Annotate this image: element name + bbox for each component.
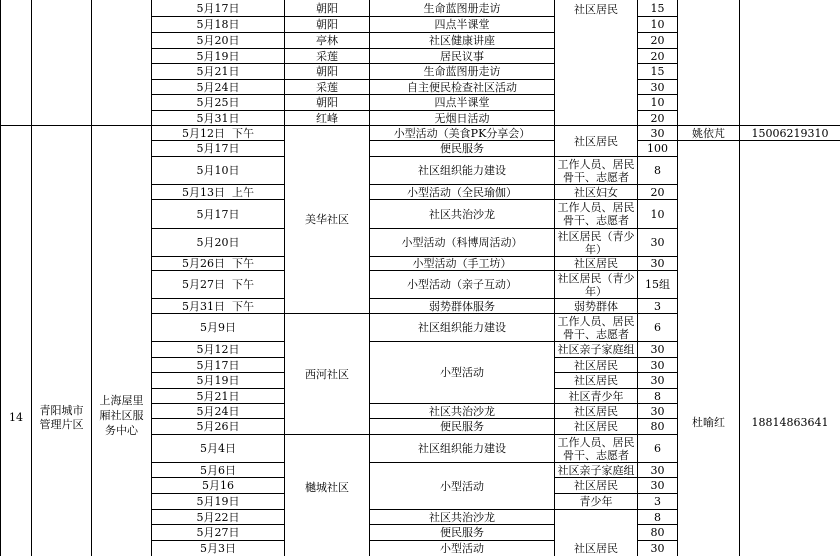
count-cell: 15 <box>638 0 678 17</box>
community-cell: 樾城社区 <box>285 435 370 556</box>
date-cell: 5月26日 <box>152 419 285 435</box>
count-cell: 8 <box>638 389 678 404</box>
activity-cell: 小型活动（手工坊） <box>370 257 555 271</box>
activity-cell: 四点半课堂 <box>370 17 555 33</box>
community-cell: 朝阳 <box>285 95 370 111</box>
empty-cell <box>32 0 92 126</box>
count-cell: 3 <box>638 299 678 314</box>
target-text: 工作人员、居民骨干、志愿者 <box>557 201 635 227</box>
date-cell: 5月17日 <box>152 358 285 373</box>
count-cell: 30 <box>638 342 678 358</box>
activity-cell: 小型活动（科博周活动） <box>370 229 555 257</box>
community-cell: 朝阳 <box>285 0 370 17</box>
target-cell: 社区居民 <box>555 257 638 271</box>
empty-cell <box>678 0 740 126</box>
area-cell <box>32 126 92 556</box>
date-cell: 5月26日 下午 <box>152 257 285 271</box>
community-cell: 朝阳 <box>285 64 370 80</box>
target-cell: 社区妇女 <box>555 185 638 200</box>
target-cell: 社区居民 <box>555 419 638 435</box>
activity-cell: 小型活动（全民瑜伽） <box>370 185 555 200</box>
count-cell: 30 <box>638 541 678 556</box>
target-text: 工作人员、居民骨干、志愿者 <box>557 435 635 462</box>
target-cell: 社区居民 <box>555 404 638 419</box>
target-cell <box>555 271 638 299</box>
activity-cell: 生命蓝图册走访 <box>370 64 555 80</box>
activity-cell: 便民服务 <box>370 141 555 157</box>
count-cell: 6 <box>638 314 678 342</box>
target-cell <box>555 200 638 229</box>
date-cell: 5月13日 上午 <box>152 185 285 200</box>
target-cell <box>555 157 638 185</box>
date-cell: 5月24日 <box>152 404 285 419</box>
date-cell: 5月31日 下午 <box>152 299 285 314</box>
target-cell: 社区居民 <box>555 478 638 494</box>
date-cell: 5月17日 <box>152 200 285 229</box>
date-cell: 5月27日 <box>152 525 285 541</box>
activity-cell: 弱势群体服务 <box>370 299 555 314</box>
count-cell: 20 <box>638 185 678 200</box>
date-cell: 5月20日 <box>152 229 285 257</box>
date-cell: 5月16 <box>152 478 285 494</box>
activity-cell: 便民服务 <box>370 525 555 541</box>
date-cell: 5月22日 <box>152 510 285 525</box>
date-cell: 5月19日 <box>152 373 285 389</box>
community-cell: 采莲 <box>285 80 370 95</box>
target-cell: 社区居民 <box>555 510 638 556</box>
community-cell: 西河社区 <box>285 314 370 435</box>
count-cell: 30 <box>638 358 678 373</box>
date-cell: 5月3日 <box>152 541 285 556</box>
count-cell: 30 <box>638 257 678 271</box>
count-cell: 20 <box>638 33 678 49</box>
date-cell: 5月6日 <box>152 463 285 478</box>
activity-cell: 自主便民检查社区活动 <box>370 80 555 95</box>
count-cell: 15 <box>638 64 678 80</box>
count-cell: 20 <box>638 111 678 126</box>
count-cell: 15组 <box>638 271 678 299</box>
target-cell: 社区居民 <box>555 358 638 373</box>
community-cell: 红峰 <box>285 111 370 126</box>
target-text: 工作人员、居民骨干、志愿者 <box>557 157 635 184</box>
count-cell: 30 <box>638 373 678 389</box>
date-cell: 5月19日 <box>152 494 285 510</box>
date-cell: 5月31日 <box>152 111 285 126</box>
activity-cell: 社区组织能力建设 <box>370 435 555 463</box>
activity-cell: 社区组织能力建设 <box>370 314 555 342</box>
target-cell: 弱势群体 <box>555 299 638 314</box>
date-cell: 5月21日 <box>152 389 285 404</box>
date-cell: 5月10日 <box>152 157 285 185</box>
empty-cell <box>0 0 32 126</box>
community-cell: 采莲 <box>285 49 370 64</box>
activity-cell: 小型活动 <box>370 541 555 556</box>
date-cell: 5月27日 下午 <box>152 271 285 299</box>
date-cell: 5月20日 <box>152 33 285 49</box>
date-cell: 5月4日 <box>152 435 285 463</box>
target-cell: 社区亲子家庭组 <box>555 463 638 478</box>
count-cell: 20 <box>638 49 678 64</box>
contact-name-cell: 姚依芃 <box>678 126 740 141</box>
contact-phone-cell: 15006219310 <box>740 126 840 141</box>
target-cell <box>555 435 638 463</box>
target-cell: 青少年 <box>555 494 638 510</box>
date-cell: 5月19日 <box>152 49 285 64</box>
count-cell: 10 <box>638 17 678 33</box>
activity-cell: 无烟日活动 <box>370 111 555 126</box>
count-cell: 8 <box>638 510 678 525</box>
count-cell: 10 <box>638 95 678 111</box>
community-cell: 美华社区 <box>285 126 370 314</box>
target-cell <box>555 229 638 257</box>
activity-cell: 四点半课堂 <box>370 95 555 111</box>
activity-cell: 小型活动 <box>370 463 555 510</box>
target-cell: 社区亲子家庭组 <box>555 342 638 358</box>
date-cell: 5月17日 <box>152 141 285 157</box>
target-text: 工作人员、居民骨干、志愿者 <box>557 314 635 341</box>
target-text: 社区居民（青少年） <box>557 229 635 256</box>
date-cell: 5月25日 <box>152 95 285 111</box>
count-cell: 80 <box>638 419 678 435</box>
count-cell: 10 <box>638 200 678 229</box>
contact-name-cell: 杜喻红 <box>678 141 740 556</box>
service-center-text: 上海屋里厢社区服务中心 <box>99 394 144 437</box>
target-text: 社区居民（青少年） <box>557 271 635 298</box>
empty-cell <box>92 0 152 126</box>
activity-cell: 社区共治沙龙 <box>370 200 555 229</box>
date-cell: 5月21日 <box>152 64 285 80</box>
row-number-cell: 14 <box>0 126 32 556</box>
count-cell: 100 <box>638 141 678 157</box>
activity-cell: 社区共治沙龙 <box>370 404 555 419</box>
count-cell: 8 <box>638 157 678 185</box>
activity-cell: 社区健康讲座 <box>370 33 555 49</box>
date-cell: 5月17日 <box>152 0 285 17</box>
count-cell: 80 <box>638 525 678 541</box>
date-cell: 5月12日 下午 <box>152 126 285 141</box>
target-cell <box>555 314 638 342</box>
activity-cell: 小型活动 <box>370 342 555 404</box>
area-text: 青阳城市管理片区 <box>39 404 84 431</box>
empty-cell <box>740 0 840 126</box>
activity-cell: 社区组织能力建设 <box>370 157 555 185</box>
target-cell: 社区青少年 <box>555 389 638 404</box>
count-cell: 30 <box>638 478 678 494</box>
count-cell: 30 <box>638 126 678 141</box>
target-cell: 社区居民 <box>555 373 638 389</box>
activity-cell: 便民服务 <box>370 419 555 435</box>
count-cell: 30 <box>638 463 678 478</box>
activity-cell: 生命蓝图册走访 <box>370 0 555 17</box>
count-cell: 30 <box>638 229 678 257</box>
count-cell: 30 <box>638 80 678 95</box>
contact-phone-cell: 18814863641 <box>751 416 829 429</box>
activity-cell: 小型活动（美食PK分享会） <box>370 126 555 141</box>
count-cell: 6 <box>638 435 678 463</box>
activity-cell: 小型活动（亲子互动） <box>370 271 555 299</box>
community-cell: 亭林 <box>285 33 370 49</box>
service-center-cell <box>92 126 152 556</box>
activity-cell: 居民议事 <box>370 49 555 64</box>
activity-cell: 社区共治沙龙 <box>370 510 555 525</box>
target-cell: 社区居民 <box>555 0 638 126</box>
count-cell: 30 <box>638 404 678 419</box>
date-cell: 5月12日 <box>152 342 285 358</box>
date-cell: 5月18日 <box>152 17 285 33</box>
date-cell: 5月9日 <box>152 314 285 342</box>
community-cell: 朝阳 <box>285 17 370 33</box>
date-cell: 5月24日 <box>152 80 285 95</box>
target-cell: 社区居民 <box>555 126 638 157</box>
count-cell: 3 <box>638 494 678 510</box>
